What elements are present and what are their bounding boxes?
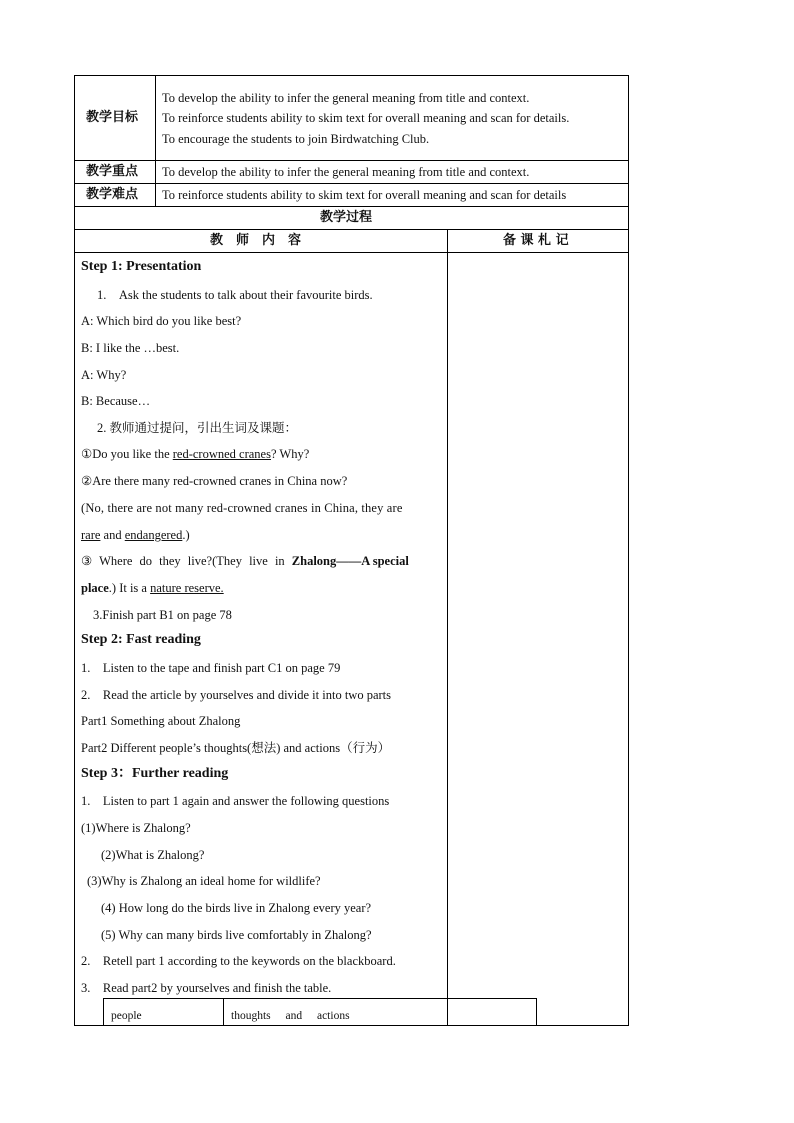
- dialog-line-a1: A: Which bird do you like best?: [81, 314, 242, 328]
- step1-item3: 3.Finish part B1 on page 78: [93, 608, 232, 622]
- dialog-line-b2: B: Because…: [81, 394, 151, 408]
- subtable-header-thoughts: thoughts and actions: [231, 1010, 350, 1022]
- step2-title: Step 2: Fast reading: [81, 632, 201, 647]
- question-list-5: (5) Why can many birds live comfortably in Zhalong?: [101, 928, 372, 942]
- question-list-3: (3)Why is Zhalong an ideal home for wildlife?: [87, 874, 321, 888]
- label-column-divider: [155, 75, 156, 206]
- answer-end: .): [182, 528, 190, 542]
- table-border-left: [74, 75, 75, 1026]
- question-1: [81, 446, 309, 462]
- step2-item1: 1. Listen to the tape and finish part C1 on page 79: [81, 661, 341, 675]
- table-rule-goal: [74, 160, 629, 161]
- goal-line-1: To develop the ability to infer the general meaning from title and context.: [162, 91, 530, 105]
- subtable-header-people: people: [111, 1010, 142, 1022]
- key-point-label: 教学重点: [86, 164, 139, 179]
- table-rule-header: [74, 252, 629, 253]
- part1-description: Part1 Something about Zhalong: [81, 714, 241, 728]
- notes-header: 备 课 札 记: [503, 233, 569, 248]
- difficult-point-label: 教学难点: [86, 187, 139, 202]
- subtable-divider: [223, 998, 224, 1026]
- step3-item1: 1. Listen to part 1 again and answer the following questions: [81, 794, 390, 808]
- keyword-red-crowned-cranes: red-crowned cranes: [172, 447, 271, 461]
- question-3: [81, 553, 409, 569]
- question-list-2: (2)What is Zhalong?: [101, 848, 205, 862]
- notes-column-divider: [447, 229, 448, 1026]
- subtable-left: [103, 998, 104, 1026]
- teacher-content-header: 教 师 内 容: [210, 233, 302, 248]
- subtable-right: [536, 998, 537, 1026]
- step3-item2: 2. Retell part 1 according to the keywords on the blackboard.: [81, 954, 396, 968]
- question-3-cont: [81, 580, 224, 596]
- keyword-rare: rare: [81, 528, 101, 542]
- question-1-post: ? Why?: [270, 447, 310, 461]
- step1-title: Step 1: Presentation: [81, 259, 202, 274]
- question-2: ②Are there many red-crowned cranes in China now?: [81, 474, 348, 488]
- step1-item1: 1. Ask the students to talk about their favourite birds.: [97, 288, 373, 302]
- question-list-4: (4) How long do the birds live in Zhalong every year?: [101, 901, 372, 915]
- goal-line-2: To reinforce students ability to skim text for overall meaning and scan for details.: [162, 111, 570, 125]
- step2-item2: 2. Read the article by yourselves and divide it into two parts: [81, 688, 391, 702]
- answer-line-2: [81, 527, 190, 543]
- subtable-top: [103, 998, 537, 999]
- table-border-top: [74, 75, 629, 76]
- dialog-line-b1: B: I like the …best.: [81, 341, 180, 355]
- question-1-pre: ①Do you like the: [81, 447, 173, 461]
- answer-and: and: [100, 528, 125, 542]
- part2-description: Part2 Different people’s thoughts(想法) and actions（行为）: [81, 741, 391, 755]
- difficult-point-text: To reinforce students ability to skim text for overall meaning and scan for details: [162, 188, 567, 202]
- process-label: 教学过程: [320, 210, 373, 225]
- table-rule-key: [74, 183, 629, 184]
- key-point-text: To develop the ability to infer the general meaning from title and context.: [162, 165, 530, 179]
- keyword-nature-reserve: nature reserve.: [150, 581, 224, 595]
- answer-text: (No, there are not many red-crowned cranes in China, they are: [81, 501, 403, 515]
- keyword-endangered: endangered: [124, 528, 183, 542]
- step1-item2: 2. 教师通过提问，引出生词及课题：: [97, 421, 298, 435]
- table-rule-difficult: [74, 206, 629, 207]
- keyword-zhalong-special: Zhalong——A special: [291, 554, 409, 568]
- step3-item3: 3. Read part2 by yourselves and finish the table.: [81, 981, 332, 995]
- table-border-bottom: [74, 1025, 629, 1026]
- keyword-place: place: [81, 581, 109, 595]
- dialog-line-a2: A: Why?: [81, 368, 127, 382]
- question-3-pre: ③ Where do they live?(They live in: [81, 554, 292, 568]
- question-3-mid: .) It is a: [108, 581, 151, 595]
- step3-title: Step 3：Further reading: [81, 766, 229, 781]
- answer-line-1: [81, 500, 440, 516]
- table-rule-process: [74, 229, 629, 230]
- question-list-1: (1)Where is Zhalong?: [81, 821, 191, 835]
- goal-label: 教学目标: [86, 110, 139, 125]
- table-border-right: [628, 75, 629, 1026]
- goal-line-3: To encourage the students to join Birdwatching Club.: [162, 132, 430, 146]
